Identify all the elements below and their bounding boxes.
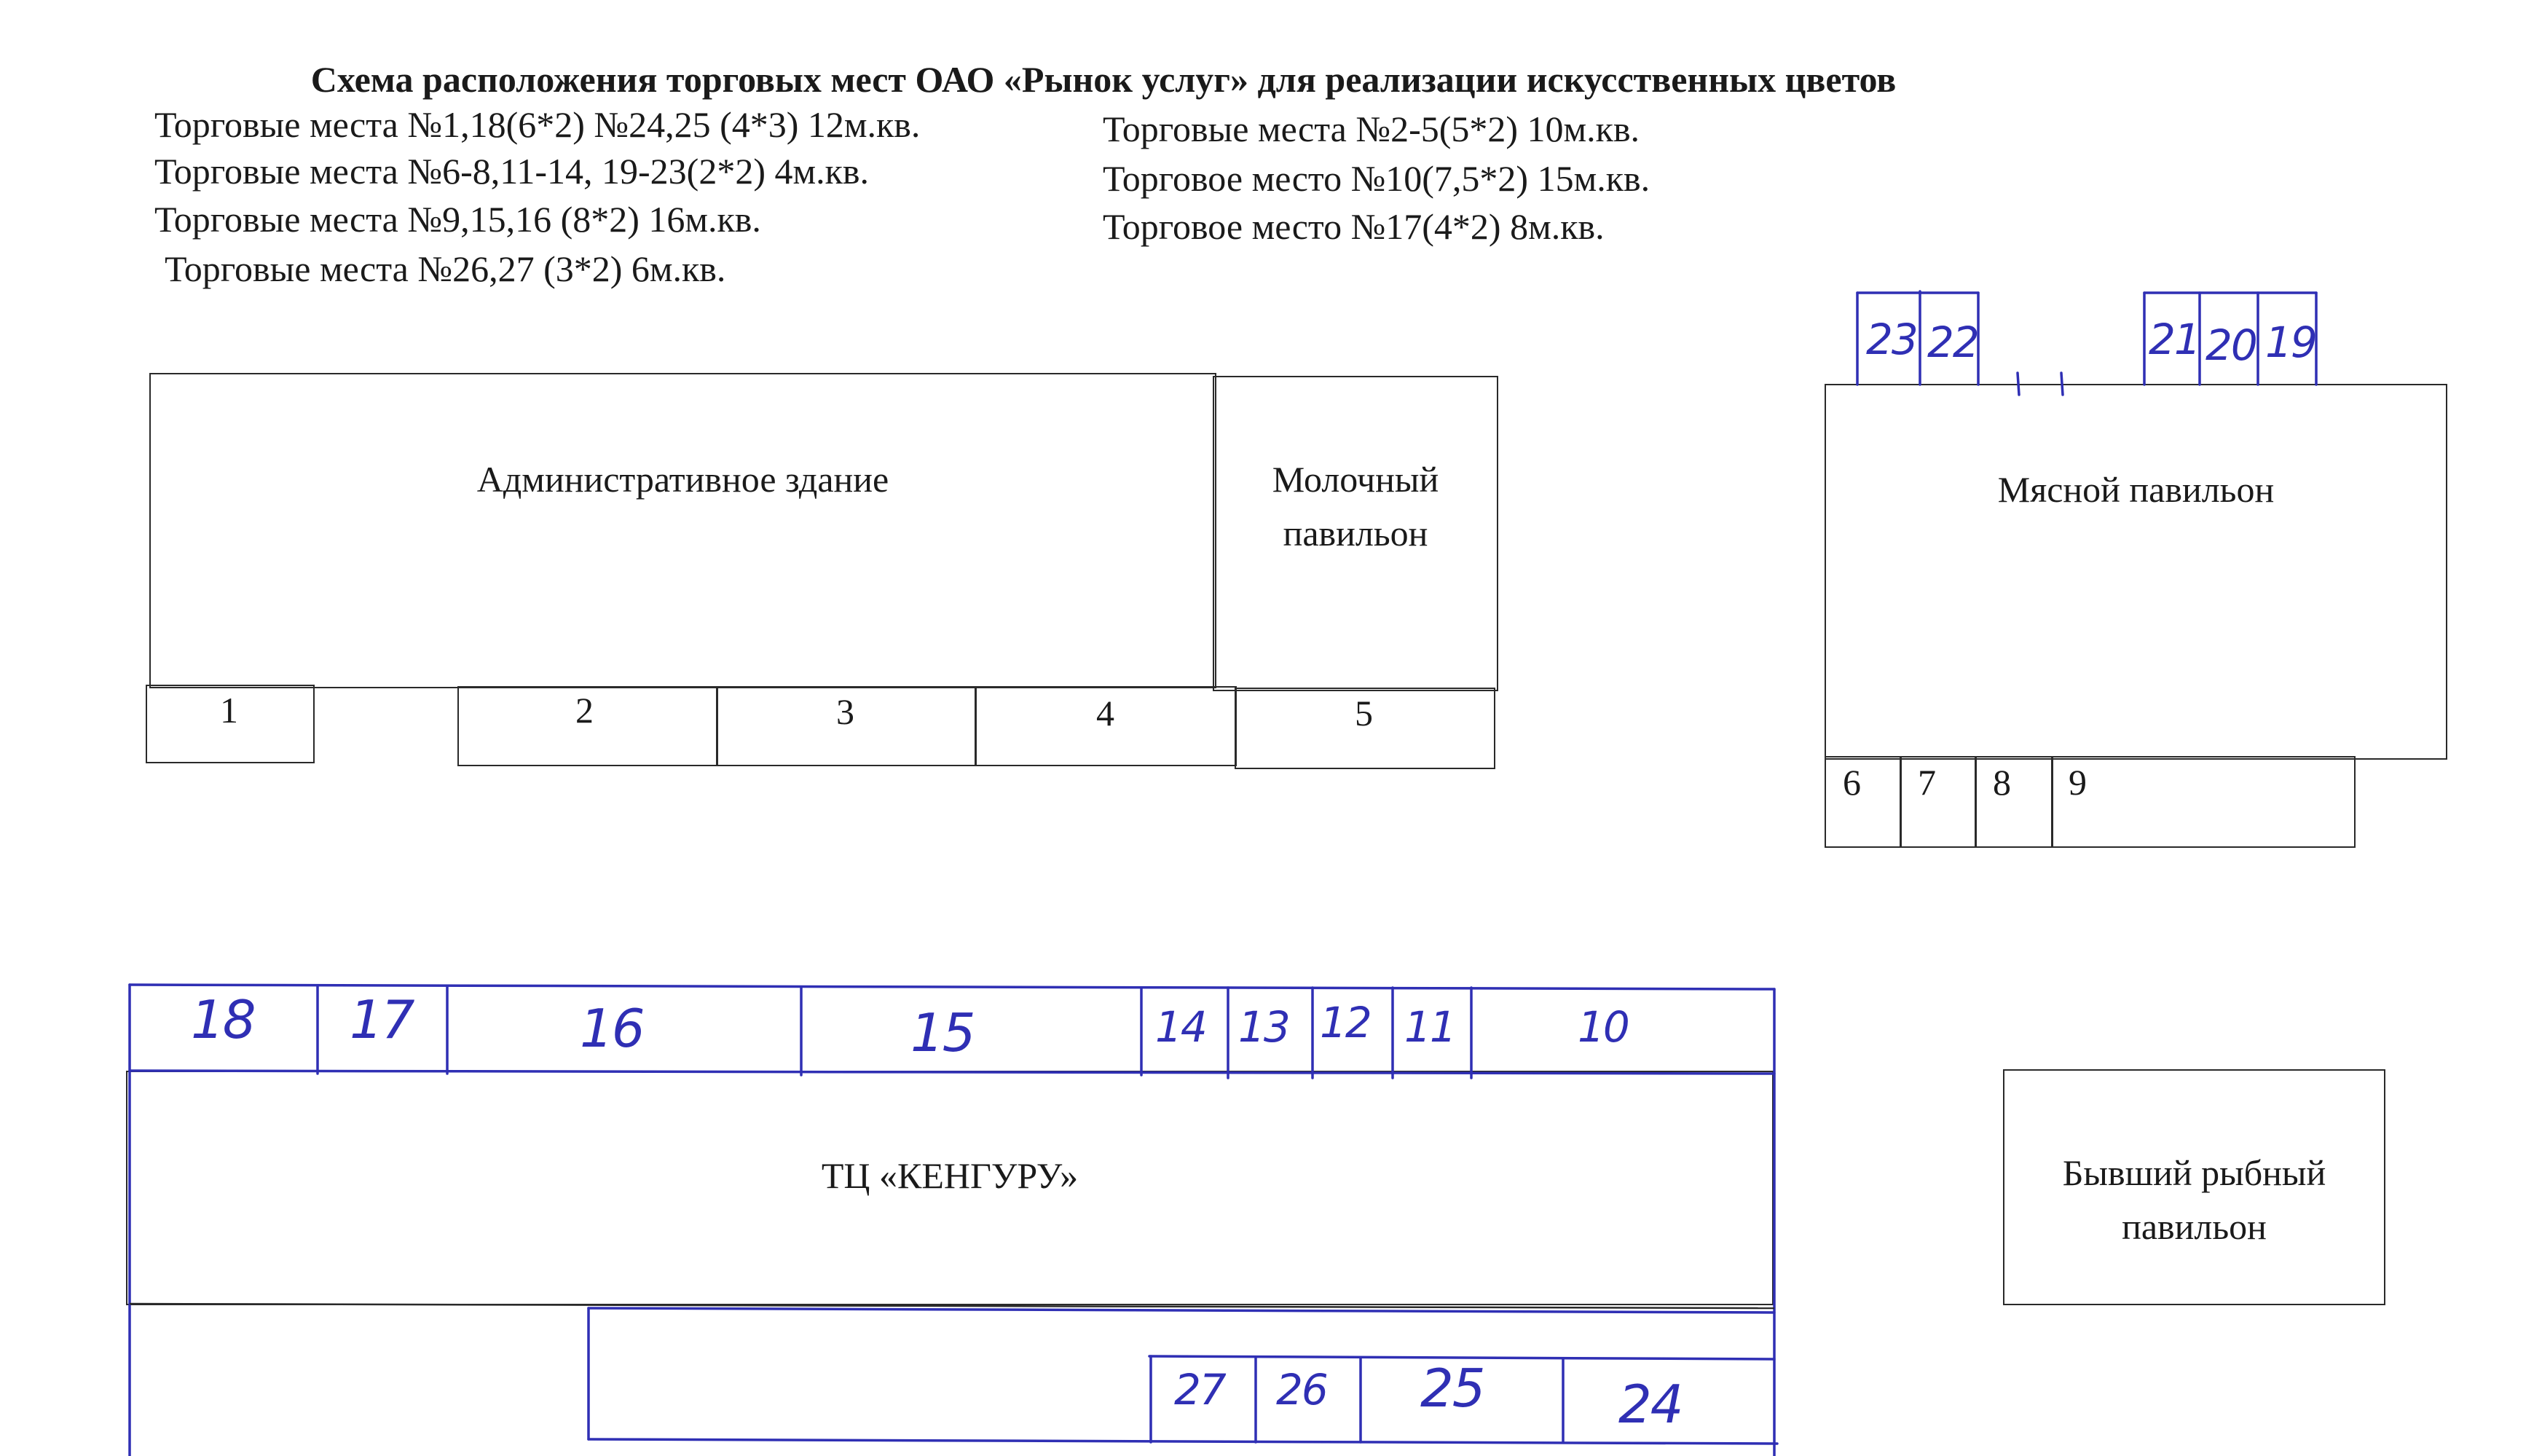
door-mark-1 — [2018, 373, 2019, 395]
spot-27-label: 27 — [1174, 1365, 1225, 1414]
spot-8-label: 8 — [1993, 762, 2011, 803]
spot-26-label: 26 — [1276, 1365, 1327, 1414]
spot-15-label: 15 — [910, 1002, 975, 1063]
spot-19-label: 19 — [2265, 318, 2316, 367]
spot-25-label: 25 — [1420, 1358, 1484, 1419]
spot-10-label: 10 — [1578, 1002, 1629, 1052]
spot-9-label: 9 — [2069, 762, 2087, 803]
mall-bottom-edge — [130, 1304, 1774, 1308]
mall-kenguru-label: ТЦ «КЕНГУРУ» — [821, 1155, 1079, 1196]
dairy-pavilion-label-1: Молочный — [1272, 459, 1439, 500]
fish-pavilion-label-1: Бывший рыбный — [2062, 1152, 2326, 1193]
spot-16-label: 16 — [580, 998, 644, 1059]
spot-5-label: 5 — [1355, 693, 1373, 733]
spot-6-label: 6 — [1843, 762, 1861, 803]
door-mark-2 — [2061, 373, 2063, 395]
spot-17-label: 17 — [350, 989, 414, 1050]
dairy-pavilion-label-2: павильон — [1283, 513, 1428, 554]
legend-line-3: Торговые места №9,15,16 (8*2) 16м.кв. — [154, 199, 761, 240]
fish-pavilion-label-2: павильон — [2122, 1206, 2267, 1247]
spot-14-label: 14 — [1155, 1002, 1206, 1052]
page-title: Схема расположения торговых мест ОАО «Рынок услуг» для реализации искусственных цветов — [310, 59, 1897, 100]
legend-line-4: Торговые места №26,27 (3*2) 6м.кв. — [165, 248, 726, 289]
wing-top-edge — [589, 1308, 1774, 1313]
spot-3-label: 3 — [836, 691, 854, 732]
spot-23-label: 23 — [1866, 315, 1917, 364]
admin-building-label: Административное здание — [476, 459, 889, 500]
legend-line-7: Торговое место №17(4*2) 8м.кв. — [1103, 206, 1605, 247]
wing-bottom-edge — [589, 1439, 1777, 1444]
legend-line-1: Торговые места №1,18(6*2) №24,25 (4*3) 12м.кв. — [154, 104, 921, 145]
spot-7-label: 7 — [1918, 762, 1936, 803]
spot-13-label: 13 — [1238, 1002, 1289, 1052]
spot-18-label: 18 — [191, 989, 255, 1050]
spot-12-label: 12 — [1320, 998, 1371, 1047]
spot-21-label: 21 — [2149, 315, 2200, 364]
legend-line-5: Торговые места №2-5(5*2) 10м.кв. — [1103, 109, 1640, 149]
spot-11-label: 11 — [1404, 1002, 1455, 1052]
spot-22-label: 22 — [1927, 318, 1978, 367]
spot-2-label: 2 — [575, 690, 594, 731]
spot-4-label: 4 — [1096, 693, 1114, 733]
meat-pavilion-label: Мясной павильон — [1997, 469, 2275, 510]
legend-line-6: Торговое место №10(7,5*2) 15м.кв. — [1103, 158, 1650, 199]
legend-line-2: Торговые места №6-8,11-14, 19-23(2*2) 4м.кв. — [154, 151, 870, 192]
spot-1-label: 1 — [220, 690, 238, 731]
spot-20-label: 20 — [2205, 320, 2256, 370]
row-bottom-edge — [130, 1071, 1774, 1074]
spot-24-label: 24 — [1618, 1374, 1683, 1435]
